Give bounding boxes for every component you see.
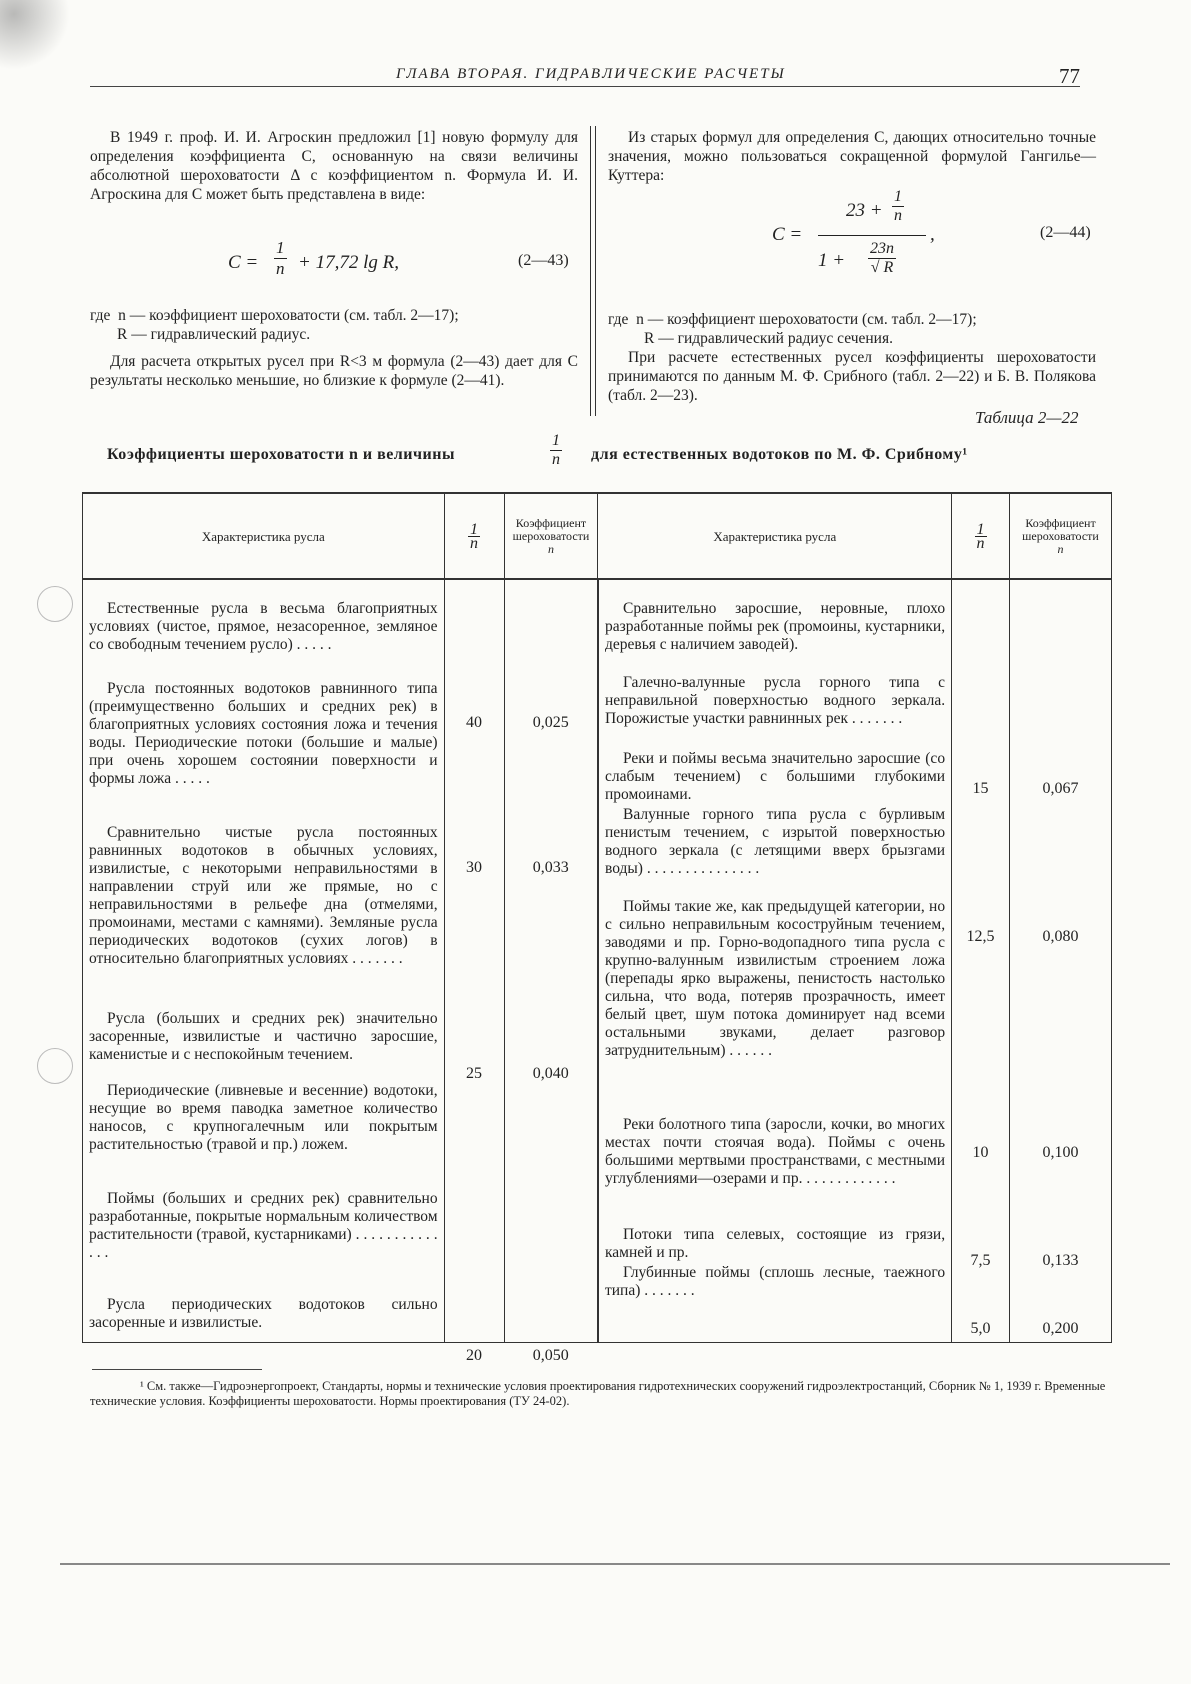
header-inv-frac-left bbox=[468, 520, 480, 552]
right-inverse-column bbox=[952, 579, 1010, 1343]
footnote: ¹ См. также—Гидроэнергопроект, Стандарты, нормы и технические условия проектирования гидротехнических сооружений гидроэлектростанций, Сборник № 1, 1939 г. Временные технические условия. Коэффициенты шероховатости. Нормы проектирования (ТУ 24-02). bbox=[90, 1379, 1106, 1408]
right-n-6: 0,133 bbox=[1042, 1252, 1079, 1269]
formula-rhs: + 17,72 lg R, bbox=[298, 252, 399, 273]
left-paragraph-1: В 1949 г. проф. И. И. Агроскин предложил [1] новую формулу для определения коэффициента С, основанную на связи величины абсолютной шероховатости Δ с коэффициентом n. Формула И. И. Агроскина для С может быть представлена в виде: bbox=[90, 129, 578, 203]
right-legend-line-2: R — гидравлический радиус сечения. bbox=[644, 330, 893, 347]
punch-hole-bottom bbox=[37, 1048, 73, 1084]
right-column bbox=[608, 128, 1096, 185]
caption-fraction bbox=[550, 432, 562, 469]
f44-main-fraction bbox=[818, 188, 926, 298]
table-header-row bbox=[83, 493, 1112, 579]
roughness-table bbox=[82, 492, 1112, 1364]
header-inv-frac-right bbox=[975, 520, 987, 552]
formula-2-43 bbox=[228, 238, 588, 286]
left-n-3: 0,040 bbox=[532, 1065, 569, 1082]
left-paragraph-2: Для расчета открытых русел при R<3 м формула (2—43) дает для С результаты несколько меньшие, но близкие к формуле (2—41). bbox=[90, 353, 578, 389]
scan-bottom-edge bbox=[60, 1563, 1170, 1565]
header-inverse-left bbox=[444, 493, 504, 579]
formula-num: 1 bbox=[276, 238, 285, 257]
f44-bot: 1 + bbox=[818, 250, 846, 271]
header-characteristic-left: Характеристика русла bbox=[83, 493, 445, 579]
f44-comma: , bbox=[930, 224, 935, 245]
left-descriptions bbox=[83, 579, 445, 1343]
table-caption bbox=[107, 432, 1087, 480]
right-coef-column bbox=[1010, 579, 1112, 1343]
left-row-7-text: Русла периодических водотоков сильно засоренные и извилистые. bbox=[89, 1296, 438, 1331]
left-row-6-text: Поймы (больших и средних рек) сравнительно разработанные, покрытые нормальным количеством растительности (травой, кустарниками) . . . . . . . . . . . . . . bbox=[89, 1190, 438, 1261]
caption-part-b: для естественных водотоков по М. Ф. Срибному¹ bbox=[591, 446, 968, 463]
right-inv-2: 15 bbox=[972, 780, 989, 797]
header-rule bbox=[90, 86, 1080, 87]
right-row-1-text: Сравнительно заросшие, неровные, плохо разработанные поймы рек (промоины, кустарники, деревья с наличием заводей). bbox=[604, 600, 946, 653]
right-inv-6: 7,5 bbox=[970, 1252, 991, 1269]
right-n-4: 0,080 bbox=[1042, 928, 1079, 945]
left-n-1: 0,025 bbox=[532, 714, 569, 731]
legend-line-1: где n — коэффициент шероховатости (см. табл. 2—17); bbox=[90, 307, 459, 324]
caption-part-a: Коэффициенты шероховатости n и величины bbox=[107, 446, 455, 463]
f44-bot-frac bbox=[868, 240, 896, 277]
left-row-2-text: Русла постоянных водотоков равнинного типа (преимущественно больших и средних рек) в благоприятных условиях состояния ложа и течения воды. Периодические потоки (большие и малые) при очень хорошем состоянии поверхности и формы ложа . . . . . bbox=[89, 680, 438, 787]
scan-smudge bbox=[0, 0, 70, 70]
left-column bbox=[90, 128, 578, 204]
header-coef-right bbox=[1010, 493, 1112, 579]
chapter-title: ГЛАВА ВТОРАЯ. ГИДРАВЛИЧЕСКИЕ РАСЧЕТЫ bbox=[396, 66, 786, 82]
formula-2-44 bbox=[760, 188, 1110, 300]
header-coef-left bbox=[504, 493, 598, 579]
right-row-2-text: Галечно-валунные русла горного типа с неправильной поверхностью водного зеркала. Порожистые участки равнинных рек . . . . . . . bbox=[604, 674, 946, 727]
right-paragraph-2: При расчете естественных русел коэффициенты шероховатости принимаются по данным М. Ф. Срибного (табл. 2—22) и Б. В. Полякова (табл. 2—23). bbox=[608, 349, 1096, 404]
left-inverse-column bbox=[444, 579, 504, 1364]
right-row-7-text: Потоки типа селевых, состоящие из грязи, камней и пр. bbox=[604, 1226, 946, 1261]
right-row-5-text: Поймы такие же, как предыдущей категории, но с сильно неправильным косоструйным течением, заводями и пр. Горно-водопадного типа русла с крупно-валунным извилистым строением ложа (перепады ярко выражены, пенистость настолько сильна, что вода, потеряв прозрачность, имеет белый цвет, шум потока доминирует над всеми остальными звуками, делает разговор затруднительным) . . . . . . bbox=[604, 898, 946, 1059]
equation-number-2-44: (2—44) bbox=[1040, 224, 1091, 241]
page-number: 77 bbox=[1059, 64, 1080, 88]
f44-bot-num: 23n bbox=[870, 240, 894, 257]
column-divider-2 bbox=[595, 126, 596, 416]
f44-main-bar bbox=[818, 235, 926, 236]
left-n-6: 0,050 bbox=[532, 1347, 569, 1364]
footnote-rule bbox=[92, 1369, 262, 1370]
header-inv-num-right: 1 bbox=[976, 520, 985, 538]
left-inv-2: 30 bbox=[466, 859, 483, 876]
left-row-1-text: Естественные русла в весьма благоприятных условиях (чистое, прямое, незасоренное, земляное со свободным течением русло) . . . . . bbox=[89, 600, 438, 653]
left-coef-column bbox=[504, 579, 598, 1364]
left-row-5-text: Периодические (ливневые и весенние) водотоки, несущие во время паводка заметное количество наносов, с крупногалечным или покрытым растительностью (травой и пр.) ложем. bbox=[89, 1082, 438, 1153]
column-divider bbox=[590, 126, 591, 416]
header-coef-text-left: Коэффициент шероховатости bbox=[512, 515, 590, 543]
left-paragraph-2-wrap bbox=[90, 352, 578, 390]
legend-line-2: R — гидравлический радиус. bbox=[117, 326, 311, 343]
right-n-2: 0,067 bbox=[1042, 780, 1079, 797]
right-legend-line-1: где n — коэффициент шероховатости (см. табл. 2—17); bbox=[608, 311, 977, 328]
right-paragraph-2-wrap bbox=[608, 348, 1096, 405]
left-inv-6: 20 bbox=[466, 1347, 483, 1364]
left-inv-1: 40 bbox=[466, 714, 483, 731]
table-label: Таблица 2—22 bbox=[975, 408, 1079, 427]
right-paragraph-1: Из старых формул для определения С, дающих относительно точные значения, можно пользоваться сокращенной формулой Гангилье—Куттера: bbox=[608, 129, 1096, 184]
f44-top-num: 1 bbox=[894, 188, 902, 205]
right-inv-4: 12,5 bbox=[966, 928, 995, 945]
right-row-4-text: Валунные горного типа русла с бурливым пенистым течением, с изрытой поверхностью водного зеркала (с летящими вверх брызгами воды) . . . . . . . . . . . . . . . bbox=[604, 806, 946, 877]
header-inverse-right bbox=[952, 493, 1010, 579]
header-coef-text-right: Коэффициент шероховатости bbox=[1022, 515, 1099, 543]
right-inv-8: 5,0 bbox=[970, 1320, 991, 1337]
header-inv-den-left: n bbox=[470, 534, 479, 552]
header-coef-n-right: n bbox=[1057, 541, 1064, 556]
f44-top-frac bbox=[892, 188, 904, 225]
page-header bbox=[90, 64, 1080, 88]
right-row-3-text: Реки и поймы весьма значительно заросшие (со слабым течением) с большими глубокими промоинами. bbox=[604, 750, 946, 803]
f44-bot-den: √ R bbox=[870, 259, 894, 276]
f44-top-den: n bbox=[894, 207, 902, 224]
left-n-2: 0,033 bbox=[532, 859, 569, 876]
caption-frac-den: n bbox=[552, 451, 560, 468]
left-row-4-text: Русла (больших и средних рек) значительно засоренные, извилистые и частично заросшие, каменистые и с неспокойным течением. bbox=[89, 1010, 438, 1063]
formula-fraction bbox=[274, 238, 287, 279]
header-characteristic-right: Характеристика русла bbox=[598, 493, 952, 579]
right-n-8: 0,200 bbox=[1042, 1320, 1079, 1337]
header-inv-den-right: n bbox=[976, 534, 985, 552]
equation-number-2-43: (2—43) bbox=[518, 252, 569, 269]
left-inv-3: 25 bbox=[466, 1065, 483, 1082]
f44-top: 23 + bbox=[846, 200, 883, 221]
right-inv-5: 10 bbox=[972, 1144, 989, 1161]
punch-hole-top bbox=[37, 586, 73, 622]
header-inv-num-left: 1 bbox=[470, 520, 479, 538]
right-row-8-text: Глубинные поймы (сплошь лесные, таежного типа) . . . . . . . bbox=[604, 1264, 946, 1299]
formula-den: n bbox=[276, 259, 285, 278]
right-row-6-text: Реки болотного типа (заросли, кочки, во многих местах почти стоячая вода). Поймы с очень большими мертвыми пространствами, с местными углублениями—озерами и пр. . . . . . . . . . . . . bbox=[604, 1116, 946, 1187]
caption-frac-num: 1 bbox=[552, 432, 560, 449]
left-row-3-text: Сравнительно чистые русла постоянных равнинных водотоков в обычных условиях, извилистые, с некоторыми неправильностями в направлении струй или же прямые, но с неправильностями в рельефе дна (отмелями, промоинами, местами с камнями). Земляные русла периодических водотоков (сухих логов) в относительно благоприятных условиях . . . . . . . bbox=[89, 824, 438, 967]
right-descriptions bbox=[598, 579, 952, 1343]
f44-c: C = bbox=[772, 224, 803, 245]
header-coef-n-left: n bbox=[547, 541, 554, 556]
table-body-row bbox=[83, 579, 1112, 1343]
formula-lhs: C = bbox=[228, 252, 259, 273]
right-n-5: 0,100 bbox=[1042, 1144, 1079, 1161]
